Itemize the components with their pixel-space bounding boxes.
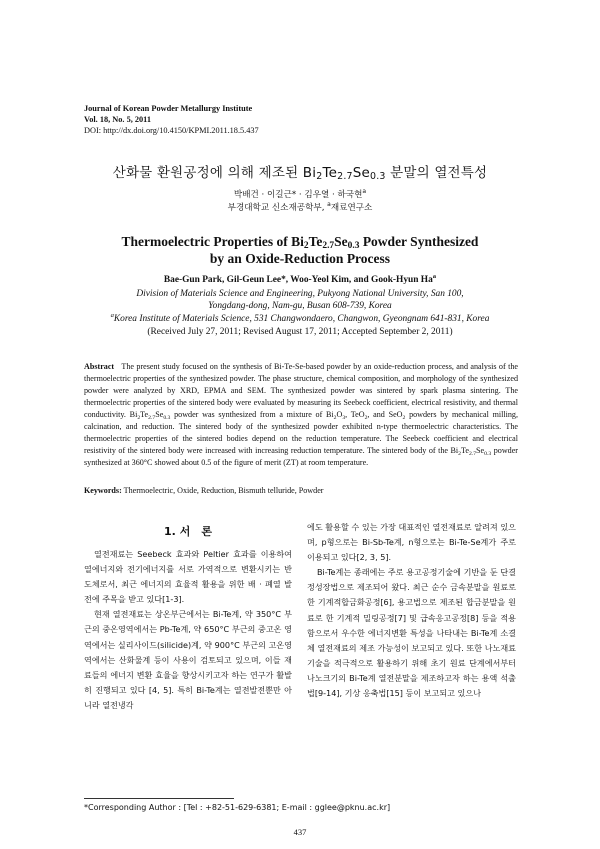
- abstract-text: powder was synthesized from a mixture of Bi: [170, 410, 334, 420]
- abstract-text: Se: [476, 446, 485, 456]
- abstract-sub: 2: [364, 415, 368, 422]
- korean-title-sub: 2.7: [337, 171, 353, 182]
- korean-title-part: 산화물 환원공정에 의해 제조된 Bi: [112, 165, 317, 181]
- section-title-introduction: 1. 서 론: [164, 525, 212, 538]
- english-title-part: Se: [334, 234, 348, 249]
- abstract-text: , TeO: [345, 410, 365, 420]
- english-title-sub: 2.7: [322, 241, 335, 251]
- abstract-label: Abstract: [84, 362, 115, 371]
- english-authors: [0, 272, 600, 285]
- english-title-sub: 2: [303, 241, 309, 251]
- affiliation-line2: Yongdang-dong, Nam-gu, Busan 608-739, Korea: [208, 301, 392, 312]
- abstract-sub: 2: [458, 451, 461, 458]
- korean-authors-block: [0, 189, 600, 215]
- abstract-sub: 2.7: [148, 415, 156, 422]
- english-affiliation: [0, 288, 600, 325]
- korean-title-sub: 0.3: [370, 171, 386, 182]
- affiliation-mark: a: [110, 311, 114, 319]
- korean-authors: [0, 189, 600, 202]
- english-title-part: Thermoelectric Properties of Bi: [121, 234, 304, 249]
- affiliation-line3: [0, 313, 600, 325]
- korean-title-sub: 2: [316, 171, 323, 182]
- korean-title: [0, 161, 600, 181]
- korean-affil-mark: a: [327, 201, 331, 209]
- received-dates: (Received July 27, 2011; Revised August 17, 2011; Accepted September 2, 2011): [147, 327, 453, 337]
- korean-affil-a: 부경대학교 신소재공학부,: [227, 203, 328, 213]
- english-title-line1: [0, 233, 600, 250]
- abstract-text: The present study focused on the synthesis of Bi-Te-Se-based powder by an oxide-reduction process, and analysis of the thermoelectric properties of the synthesized powder. The phase structure, chemical composition, and morphology of the synthesized powder were analyzed by XRD, EPMA and SEM. The synthesized powder was sintered by spark plasma sintering. The thermoelectric properties of the sintered body were evaluated by measuring its Seebeck coefficient, electrical resistivity, and thermal conductivity. Bi: [84, 362, 518, 420]
- journal-volume: Vol. 18, No. 5, 2011: [84, 115, 151, 124]
- abstract-text: O: [336, 410, 343, 420]
- paragraph: 에도 활용할 수 있는 가장 대표적인 열전재료로 알려져 있으며, p형으로는 Bi-Sb-Te계, n형으로는 Bi-Te-Se계가 주로 이용되고 있다[2, 3, 5].: [307, 522, 516, 563]
- english-title-sub: 0.3: [347, 241, 360, 251]
- abstract-sub: 2.7: [468, 451, 477, 458]
- english-title-part: Powder Synthesized: [359, 234, 479, 249]
- paragraph: 열전재료는 Seebeck 효과와 Peltier 효과를 이용하여 열에너지와 전기에너지를 서로 가역적으로 변환시키는 반도체로서, 최근 에너지의 효율적 활용을 위한 배 · 폐열 발전에 주목을 받고 있다[1-3].: [84, 549, 292, 605]
- page-number: 437: [293, 827, 307, 837]
- english-authors-mark: a: [432, 272, 437, 280]
- abstract-text: , and SeO: [367, 410, 403, 420]
- abstract-sub: 2: [137, 415, 141, 422]
- keywords: [84, 486, 518, 495]
- korean-authors-text: 박배건 · 이길근* · 김우열 · 하국현: [233, 190, 363, 200]
- journal-header: [84, 103, 259, 136]
- paragraph: Bi-Te계는 종래에는 주로 용고공정기술에 기반을 둔 단결정성장법으로 제조되어 왔다. 최근 순수 금속분말을 원료로 한 기계적합금화공정[6], 용고법으로 제조된 합금분말을 원료로 한 기계적 밀링공정[7] 및 급속응고공정[8] 등을 적용함으로서 우수한 에너지변환 특성을 나타내는 Bi-Te계 소결체 열전재료의 제조 가능성이 보고되고 있다. 또한 나노재료기술을 적극적으로 활용하기 위해 초기 원료 단계에서부터 나노크기의 Bi-Te계 열전분말을 제조하고자 하는 용액 석출법[9-14], 기상 응축법[15] 등이 보고되고 있으나: [307, 567, 516, 699]
- journal-name: Journal of Korean Powder Metallurgy Institute: [84, 104, 253, 113]
- korean-title-part: Se: [352, 165, 370, 181]
- keywords-label: Keywords:: [84, 486, 122, 495]
- korean-affil-b: 재료연구소: [330, 203, 373, 213]
- abstract-sub: 3: [342, 415, 346, 422]
- abstract-text: Te: [140, 410, 149, 420]
- korean-authors-mark: a: [362, 188, 367, 196]
- abstract-text: Te: [460, 446, 469, 456]
- left-column: [84, 547, 292, 713]
- abstract: [84, 361, 518, 469]
- abstract-text: powder synthesized at 360°C showed about 0.5 of the figure of merit (ZT) at room temperature.: [84, 446, 518, 468]
- english-title-part: Te: [308, 234, 323, 249]
- abstract-sub: 0.3: [484, 451, 492, 458]
- english-authors-text: Bae-Gun Park, Gil-Geun Lee*, Woo-Yeol Kim, and Gook-Hyun Ha: [163, 275, 433, 285]
- korean-title-part: 분말의 열전특성: [385, 165, 488, 181]
- right-column: [307, 520, 516, 701]
- footnote-divider: [84, 798, 234, 799]
- abstract-text: powders by mechanical milling, calcination, and reduction. The sintered body of the synthesized powder exhibited n-type thermoelectric characteristics. The thermoelectric properties of the sintered bodies depend on the reduction temperature. The Seebeck coefficient and electrical resistivity of the sintered body were increased with increasing reduction temperature. The sintered body of the Bi: [84, 410, 518, 456]
- abstract-sub: 0.3: [163, 415, 171, 422]
- abstract-sub: 2: [333, 415, 337, 422]
- keywords-text: Thermoelectric, Oxide, Reduction, Bismuth telluride, Powder: [123, 486, 324, 495]
- affiliation-line3-text: Korea Institute of Materials Science, 531 Changwondaero, Changwon, Gyeongnam 641-831, Korea: [113, 313, 490, 324]
- abstract-sub: 2: [402, 415, 406, 422]
- affiliation-line1: Division of Materials Science and Engineering, Pukyong National University, San 100,: [136, 289, 464, 299]
- abstract-text: Se: [155, 410, 164, 420]
- korean-affiliation: [0, 202, 600, 215]
- english-title: [0, 233, 600, 267]
- korean-title-part: Te: [322, 165, 338, 181]
- journal-doi: DOI: http://dx.doi.org/10.4150/KPMI.2011.18.5.437: [84, 126, 259, 135]
- corresponding-author-footnote: *Corresponding Author : [Tel : +82-51-629-6381; E-mail : gglee@pknu.ac.kr]: [84, 803, 391, 812]
- english-title-line2: by an Oxide-Reduction Process: [209, 251, 391, 266]
- paragraph: 현재 열전재료는 상온부근에서는 Bi-Te계, 약 350°C 부근의 중온영역에서는 Pb-Te계, 약 650°C 부근의 중고온 영역에서는 실리사이드(silicide)계, 약 900°C 부근의 고온영역에서는 산화물계 등이 사용이 검토되고 있으며, 이들 재료들의 에너지 변환 효율을 향상시키고자 하는 연구가 활발히 진행되고 있다 [4, 5]. 특히 Bi-Te계는 열전발전뿐만 아니라 열전냉각: [84, 609, 292, 710]
